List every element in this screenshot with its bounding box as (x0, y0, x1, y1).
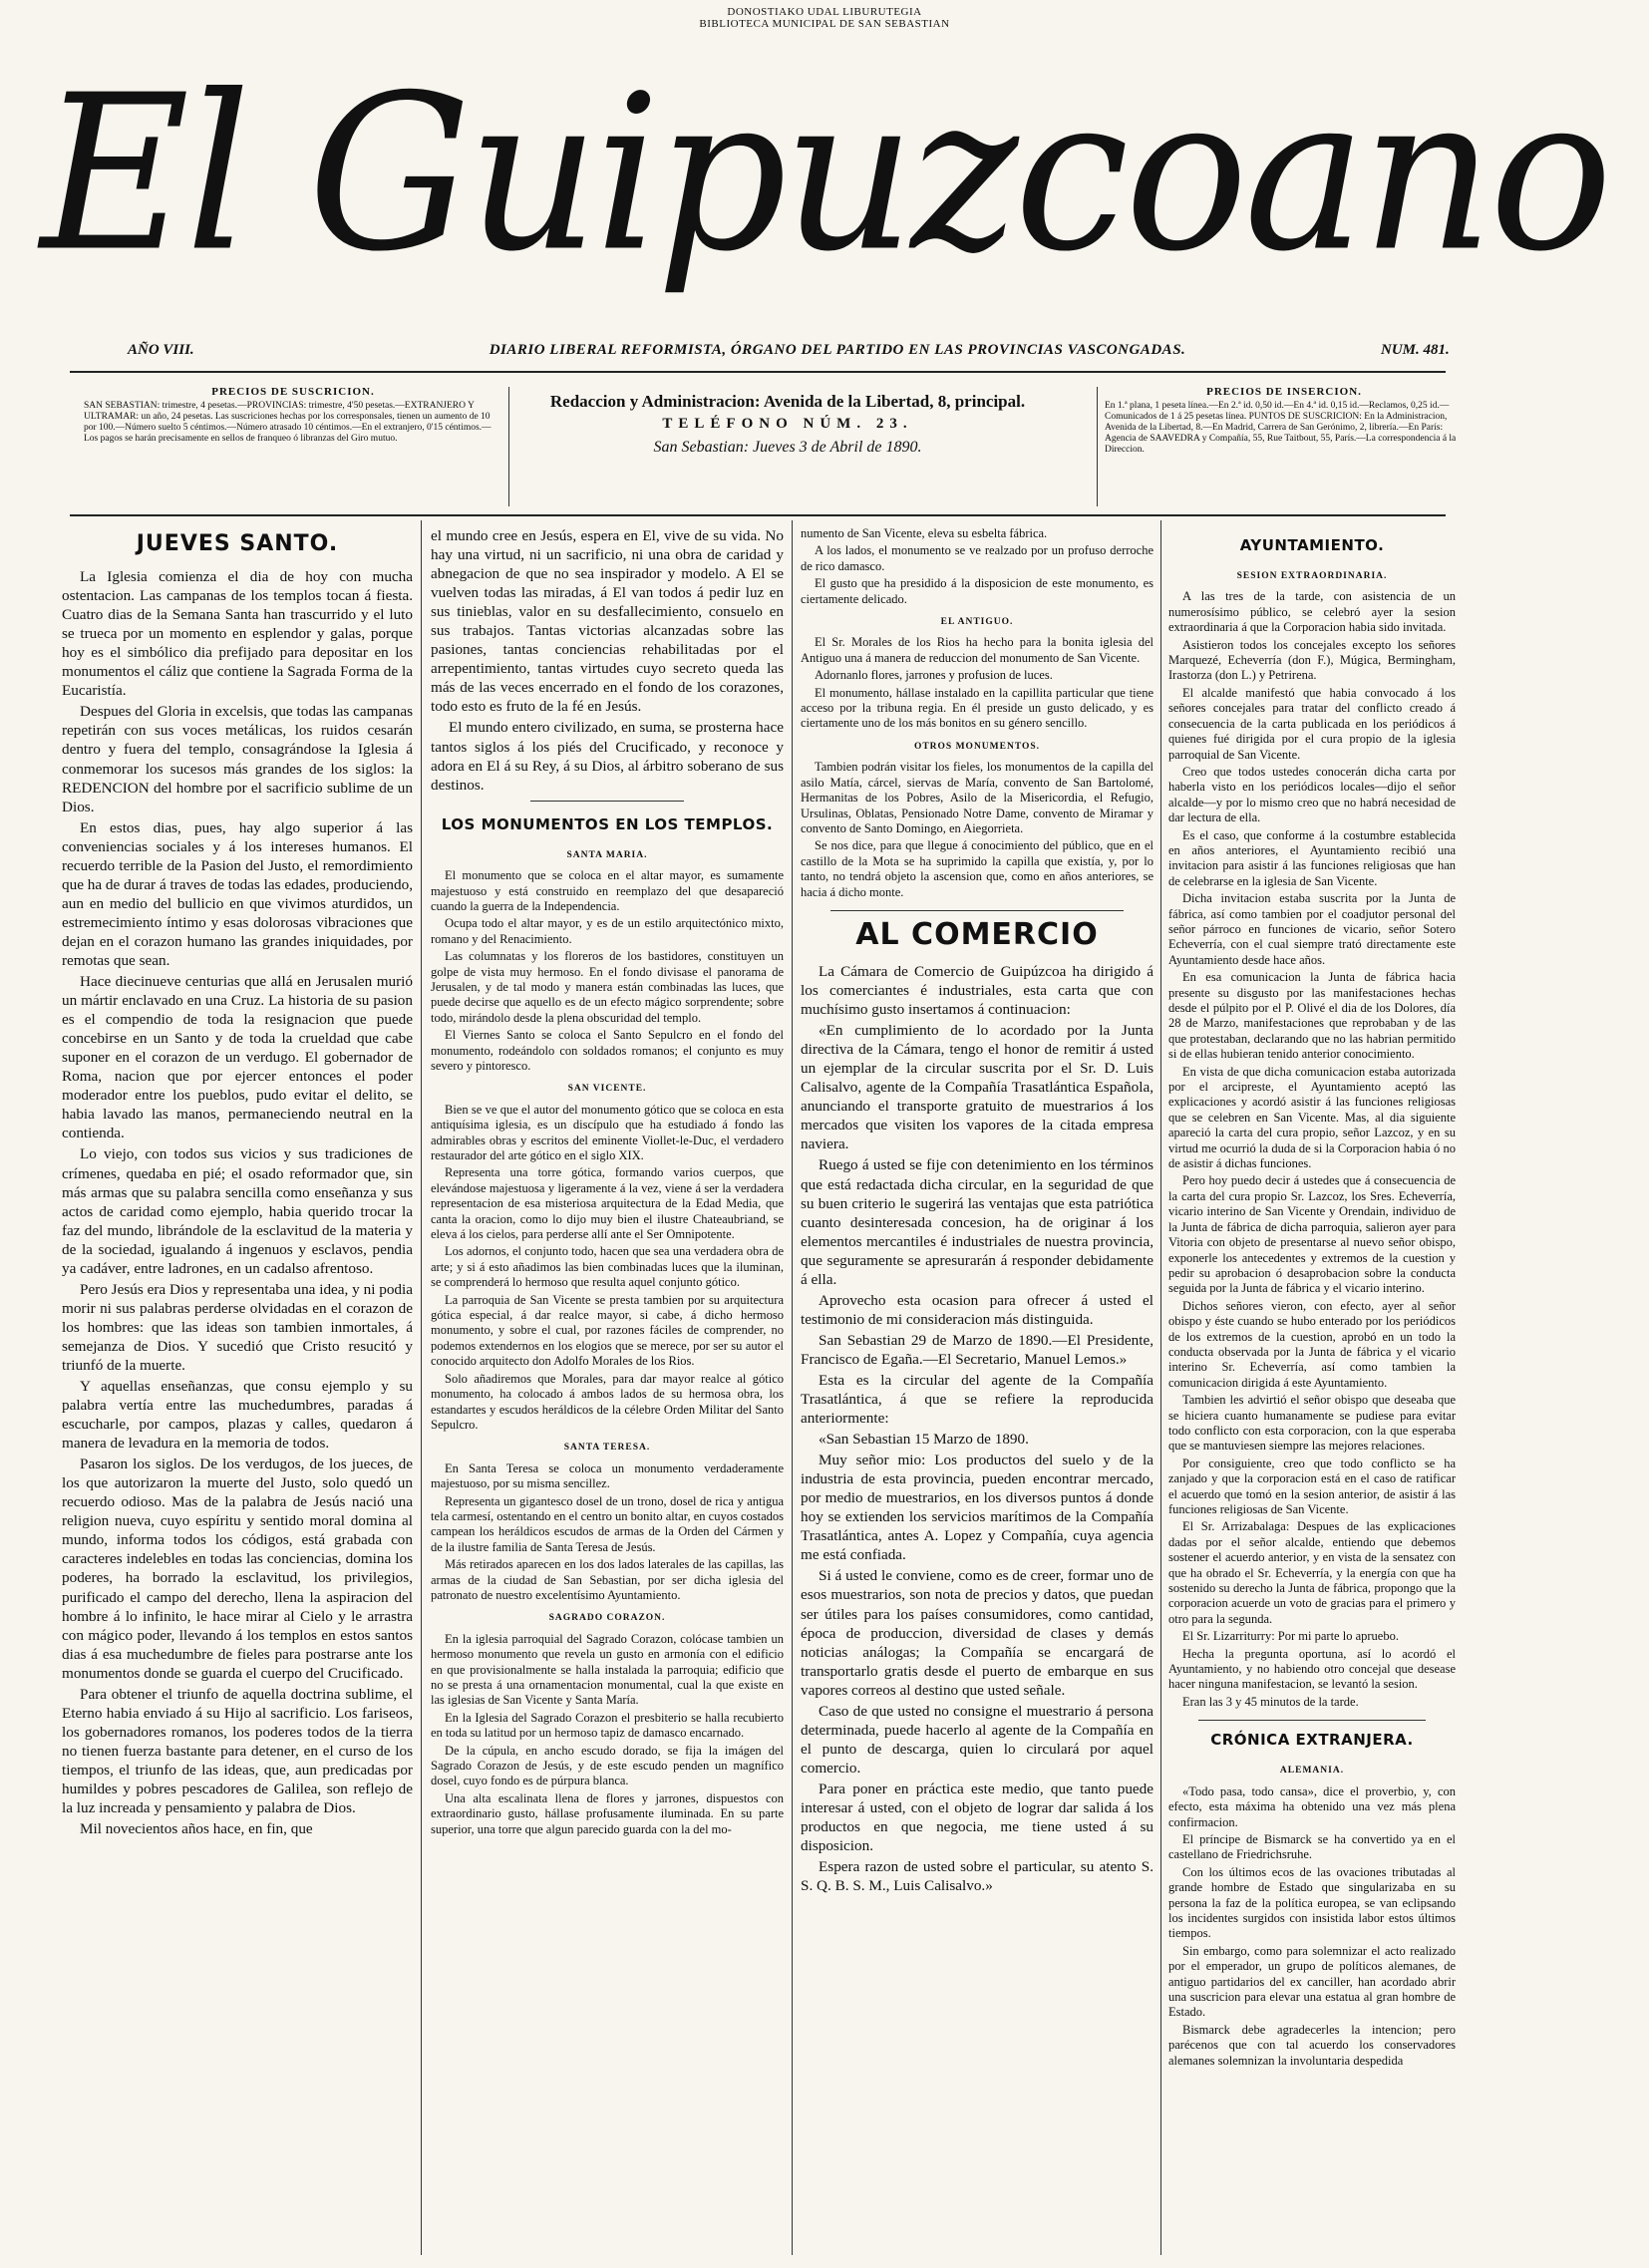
section-heading: SAGRADO CORAZON. (548, 1613, 666, 1624)
header-divider-2 (1097, 387, 1098, 506)
year-label: AÑO VIII. (128, 342, 194, 358)
paragraph: Con los últimos ecos de las ovaciones tributadas al grande hombre de Estado que singularizaba en su persona la faz de la política europea, se van eclipsando los incidentes surgidos con insistida labor estos últimos tiempos. (1168, 1864, 1456, 1941)
paragraph: Bismarck debe agradecerles la intencion; pero parécenos que con tal acuerdo los conservadores alemanes solemnizan la involuntaria despedida (1168, 2022, 1456, 2068)
paragraph: En vista de que dicha comunicacion estaba autorizada por el arcipreste, el Ayuntamiento aceptó las explicaciones y acordó asistir á las funciones religiosas que se celebren en San Vicente. Mas, al dia siguiente apareció la carta del cura propio, señor Lazcoz, y en su virtud me ocurrió la duda de si la Corporacion habia ó no de asistir á dichas funciones. (1168, 1064, 1456, 1171)
office-telephone: TELÉFONO NÚM. 23. (662, 416, 913, 432)
paragraph: Representa un gigantesco dosel de un trono, dosel de rica y antigua tela carmesí, ostentando en el centro un bonito altar, en cuyos costados campean los heráldicos escudos de armas de la Orden del Cármen y de la ilustre familia de Santa Teresa de Jesús. (431, 1493, 784, 1554)
article-title-monumentos: LOS MONUMENTOS EN LOS TEMPLOS. (441, 814, 774, 833)
paragraph: Creo que todos ustedes conocerán dicha carta por haberla visto en los periódicos locales—dijo el señor alcalde—y por lo mismo creo que no habrá necesidad de dar lectura de ella. (1168, 764, 1456, 825)
article-title-jueves-santo: JUEVES SANTO. (136, 531, 339, 556)
paragraph: Ruego á usted se fije con detenimiento en los términos que está redactada dicha circular, en la seguridad de que su buen criterio le sugerirá las ventajas que esta patriótica cuanto desinteresada concesion, ha de originar á los elementos mercantiles é industriales de nuestra provincia, que seguramente se apresurarán á responder debidamente á ella. (801, 1156, 1154, 1288)
column-4 (1168, 526, 1456, 2256)
tagline: DIARIO LIBERAL REFORMISTA, ÓRGANO DEL PARTIDO EN LAS PROVINCIAS VASCONGADAS. (489, 342, 1186, 358)
monumentos-continuation (801, 526, 1154, 900)
paragraph: Ocupa todo el altar mayor, y es de un estilo arquitectónico mixto, romano y del Renacimiento. (431, 916, 784, 946)
paragraph: En Santa Teresa se coloca un monumento verdaderamente majestuoso, por su misma sencillez. (431, 1460, 784, 1491)
paragraph: En esa comunicacion la Junta de fábrica hacia presente su disgusto por las manifestaciones hechas desde el púlpito por el P. Olivé el dia de los Dolores, día 28 de Marzo, manifestaciones que reprobaban y de las que protestaban, declarando que no las habrian permitido si de ellas hubieran tenido anterior conocimiento. (1168, 970, 1456, 1062)
paragraph: El alcalde manifestó que habia convocado á los señores concejales para tratar del conflicto creado á consecuencia de la carta publicada en los periódicos á quienes fué dirigida por el cura propio de la iglesia parroquial de San Vicente. (1168, 685, 1456, 762)
separator (530, 801, 684, 802)
paragraph: Eran las 3 y 45 minutos de la tarde. (1182, 1694, 1359, 1709)
paragraph: Tambien les advirtió el señor obispo que deseaba que se hiciera cuanto humanamente se pudiese para evitar todo conflicto con esta corporacion, con la que esperaba que se mantuviesen siempre las mejores relaciones. (1168, 1393, 1456, 1454)
subscription-text: SAN SEBASTIAN: trimestre, 4 pesetas.—PROVINCIAS: trimestre, 4'50 pesetas.—EXTRANJERO Y ULTRAMAR: un año, 24 pesetas. Las suscriciones hechas por los corresponsales, tienen un aumento de 10 por 100.—Número suelto 5 céntimos.—Número atrasado 10 céntimos.—En el extranjero, 0'15 céntimos.—Los pagos se harán precisamente en sellos de franqueo ó libranzas del Giro mutuo. (84, 401, 492, 444)
article-title-al-comercio: AL COMERCIO (855, 916, 1099, 952)
paragraph: Pero Jesús era Dios y representaba una idea, y ni podia morir ni sus palabras perderse olvidadas en el corazon de los hombres: que las ideas son tambien inmortales, á semejanza de Dios. Y sucedió que Cristo resucitó y triunfó de la muerte. (62, 1280, 413, 1374)
paragraph: San Sebastian 29 de Marzo de 1890.—El Presidente, Francisco de Egaña.—El Secretario, Manuel Lemos.» (801, 1331, 1154, 1368)
paragraph: La Cámara de Comercio de Guipúzcoa ha dirigido á los comerciantes é industriales, esta carta que con muchísimo gusto insertamos á continuacion: (801, 962, 1154, 1019)
paragraph: «San Sebastian 15 Marzo de 1890. (819, 1431, 1029, 1449)
header-rule-top (70, 371, 1446, 373)
paragraph: El monumento que se coloca en el altar mayor, es sumamente majestuoso y está construido en reemplazo del que desapareció cuando la guerra de la Independencia. (431, 868, 784, 913)
separator (1198, 1720, 1426, 1721)
library-stamp (0, 6, 1649, 30)
column-3 (801, 526, 1154, 2256)
column-2 (431, 526, 784, 2256)
paragraph: Bien se ve que el autor del monumento gótico que se coloca en esta antiquísima iglesia, es un discípulo que ha estudiado á fondo las admirables obras y escritos del eminente Viollet-le-Duc, el verdadero restaurador del arte gótico en el siglo XIX. (431, 1102, 784, 1163)
paragraph: El príncipe de Bismarck se ha convertido ya en el castellano de Friedrichsruhe. (1168, 1831, 1456, 1862)
paragraph: A los lados, el monumento se ve realzado por un profuso derroche de rico damasco. (801, 543, 1154, 573)
article-title-ayuntamiento: AYUNTAMIENTO. (1239, 536, 1385, 554)
section-heading: OTROS MONUMENTOS. (913, 741, 1041, 752)
paragraph: Muy señor mio: Los productos del suelo y de la industria de esta provincia, pueden encontrar mercado, por medio de muestrarios, en los diversos puntos á donde hoy se extienden los servicios marítimos de la Compañía Trasatlántica, antes A. Lopez y Compañía, cuya agencia me está confiada. (801, 1452, 1154, 1564)
paragraph: Los adornos, el conjunto todo, hacen que sea una verdadera obra de arte; y si á esto añadimos las bien combinadas luces que la iluminan, se comprenderá lo hermoso que resulta aquel conjunto gótico. (431, 1244, 784, 1290)
paragraph: Si á usted le conviene, como es de creer, formar uno de esos muestrarios, son nota de precios y datos, que puedan ser útiles para los países consumidores, como cantidad, época de produccion, diversidad de clases y demás noticias análogas; la Compañía se encargará de transportarlo gratis desde el puerto de embarque en sus vapores correos al destino que usted señale. (801, 1567, 1154, 1699)
insertion-heading: PRECIOS DE INSERCION. (1206, 387, 1362, 398)
paragraph: El Sr. Arrizabalaga: Despues de las explicaciones dadas por el señor alcalde, entiendo que debemos sostener el acuerdo anterior, y en vista de la sensatez con que ha obrado el Sr. Echeverría, y la energía con que ha sostenido su derecho la Junta de fábrica, propongo que la corporacion acuerde un voto de gracias para el primero y otro para la segunda. (1168, 1519, 1456, 1626)
column-divider-3 (1160, 520, 1161, 2255)
paragraph: El Sr. Morales de los Rios ha hecho para la bonita iglesia del Antiguo una á manera de reduccion del monumento de San Vicente. (801, 635, 1154, 665)
paragraph: Más retirados aparecen en los dos lados laterales de las capillas, las armas de la ciudad de San Sebastian, por ser dicha iglesia del patronato de nuestro excelentísimo Ayuntamiento. (431, 1557, 784, 1602)
column-1 (62, 526, 413, 2256)
paragraph: Adornanlo flores, jarrones y profusion de luces. (815, 668, 1053, 683)
insertion-box (1105, 387, 1464, 510)
library-line-1: DONOSTIAKO UDAL LIBURUTEGIA (727, 6, 922, 18)
library-line-2: BIBLIOTECA MUNICIPAL DE SAN SEBASTIAN (699, 18, 950, 30)
subscription-box (84, 387, 502, 510)
ayuntamiento-body (1168, 569, 1456, 1710)
paragraph: Espera razon de usted sobre el particular, su atento S. S. Q. B. S. M., Luis Calisalvo.» (801, 1858, 1154, 1895)
issue-number: NUM. 481. (1381, 342, 1450, 358)
paragraph: Por consiguiente, creo que todo conflicto se ha zanjado y que la corporacion está en el caso de ratificar el acuerdo que tomó en la sesion anterior, de asistir á las funciones religiosas de San Vicente. (1168, 1456, 1456, 1517)
paragraph: Asistieron todos los concejales excepto los señores Marquezé, Echeverría (don F.), Múgica, Bermingham, Irastorza (don L.) y Petrirena. (1168, 637, 1456, 683)
cronica-body (1168, 1764, 1456, 2069)
paragraph: Hecha la pregunta oportuna, así lo acordó el Ayuntamiento, y no habiendo otro concejal que desease hacer ninguna manifestacion, se levantó la sesion. (1168, 1646, 1456, 1692)
paragraph: Esta es la circular del agente de la Compañía Trasatlántica, á que se refiere la reproducida anteriormente: (801, 1371, 1154, 1428)
paragraph: El gusto que ha presidido á la disposicion de este monumento, es ciertamente delicado. (801, 576, 1154, 606)
paragraph: La Iglesia comienza el dia de hoy con mucha ostentacion. Las campanas de los templos tocan á fiesta. Cuatro dias de la Semana Santa han trascurrido y el luto se trueca por un momento en esplendor y galas, porque hoy es el simbólico dia prefijado para depositar en los monumentos el cáliz que contiene la Sagrada Forma de la Eucaristía. (62, 568, 413, 700)
section-heading: SANTA MARIA. (566, 849, 648, 860)
paragraph: Despues del Gloria in excelsis, que todas las campanas repetirán con sus voces metálicas, los ruidos cesarán dentro y fuera del templo, consagrándose la Iglesia á conmemorar los sucesos más grandes de los siglos: la REDENCION del hombre por el sacrificio sublime de un Dios. (62, 703, 413, 815)
paragraph: Para obtener el triunfo de aquella doctrina sublime, el Eterno habia enviado á su Hijo al sacrificio. Los fariseos, los gobernadores romanos, los poderes todos de la tierra no tienen fuerza bastante para detener, en el curso de los tiempos, el triunfo de las ideas, que, aun predicadas por humildes y pobres pescadores de Galilea, son reflejo de la luz increada y pensamiento y palabra de Dios. (62, 1685, 413, 1817)
paragraph: Dicha invitacion estaba suscrita por la Junta de fábrica, así como tambien por el coadjutor personal del señor párroco en funciones de vicario, señor Sotero Echeverría, con el cual siempre trató directamente este Ayuntamiento desde hace años. (1168, 891, 1456, 967)
paragraph: Solo añadiremos que Morales, para dar mayor realce al gótico monumento, ha colocado á ambos lados de su hermosa obra, los estandartes y escudos heráldicos de la célebre Orden Militar del Santo Sepulcro. (431, 1371, 784, 1432)
paragraph: A las tres de la tarde, con asistencia de un numerosísimo público, se celebró ayer la sesion extraordinaria á que la Corporacion habia sido invitada. (1168, 589, 1456, 635)
subscription-heading: PRECIOS DE SUSCRICION. (211, 387, 375, 398)
paragraph: el mundo cree en Jesús, espera en El, vive de su vida. No hay una virtud, ni un sacrificio, ni una obra de caridad y abnegacion de que no sea inspirador y modelo. A El se vuelven todas las miradas, á El van todos á pedir luz en sus tinieblas, valor en su desfallecimiento, consuelo en sus trabajos. Tantas victorias alcanzadas sobre las pasiones, tantas conciencias rehabilitadas por el arrepentimiento, tantas virtudes cuyo secreto queda las más de las veces encerrado en el fondo de los corazones, todo esto es fruto de la fé en Jesús. (431, 527, 784, 716)
paragraph: En la Iglesia del Sagrado Corazon el presbiterio se halla recubierto en toda su latitud por un hermoso tapiz de damasco encarnado. (431, 1710, 784, 1741)
paragraph: Hace diecinueve centurias que allá en Jerusalen murió un mártir enclavado en una Cruz. La historia de su pasion es el compendio de toda la resignacion que puede concebirse en un Santo y de toda la crueldad que cabe suponer en el corazon de un verdugo. El gobernador de Roma, nacion que por ejercer entonces el poder moderador entre los pueblos, pudo evitar el delito, se habia lavado las manos, permaneciendo neutral en la contienda. (62, 973, 413, 1142)
paragraph: Pero hoy puedo decir á ustedes que á consecuencia de la carta del cura propio Sr. Lazcoz, los Sres. Echeverría, vicario interino de San Vicente y Orendain, individuo de la Junta de fábrica de dicha parroquia, salieron ayer para Vitoria con objeto de presentarse al nuevo señor obispo, exponerle los antecedentes y extremos de la cuestion y pedir su aprobacion ó desaprobacion sobre la conducta seguida por la Junta de fábrica y el vicario interino. (1168, 1173, 1456, 1296)
paragraph: La parroquia de San Vicente se presta tambien por su arquitectura gótica especial, á dar realce mayor, si cabe, á dicho hermoso monumento, y sobre el cual, por razones fáciles de comprender, no podemos extendernos en los elogios que se merece, por ser su autor el conocido arquitecto don Adolfo Morales de los Rios. (431, 1292, 784, 1369)
article-title-cronica: CRÓNICA EXTRANJERA. (1210, 1731, 1414, 1750)
paragraph: Aprovecho esta ocasion para ofrecer á usted el testimonio de mi consideracion más distinguida. (801, 1291, 1154, 1328)
paragraph: «En cumplimiento de lo acordado por la Junta directiva de la Cámara, tengo el honor de remitir á usted un ejemplar de la circular suscrita por el Sr. D. Luis Calisalvo, agente de la Compañía Trasatlántica Española, anunciando el transporte gratuito de muestrarios á los mercados que visiten los vapores de la citada empresa naviera. (801, 1022, 1154, 1153)
insertion-text: En 1.ª plana, 1 peseta línea.—En 2.ª id. 0,50 id.—En 4.ª id. 0,15 id.—Reclamos, 0,25 id.—Comunicados de 1 á 25 pesetas línea. PUNTOS DE SUSCRICION: En la Administracion, Avenida de la Libertad, 8.—En Madrid, Carrera de San Gerónimo, 2, librería.—En París: Agencia de SAAVEDRA y Compañía, 55, Rue Taitbout, 55, París.—La correspondencia á la Direccion. (1105, 401, 1457, 455)
paragraph: Dichos señores vieron, con efecto, ayer al señor obispo y éste cuando se hubo enterado por los periódicos de los extremos de la cuestion, aprobó en un todo la conducta observada por la Junta de fábrica y el vicario interino Sr. Echeverría, así como tambien la comunicacion dirigida á este Ayuntamiento. (1168, 1298, 1456, 1390)
office-box (498, 391, 1077, 461)
section-heading: SAN VICENTE. (567, 1084, 647, 1095)
paragraph: Sin embargo, como para solemnizar el acto realizado por el emperador, un grupo de políticos alemanes, de antiguo partidarios del ex canciller, han acordado abrir una suscricion para elevar una estatua al gran hombre de Estado. (1168, 1943, 1456, 2020)
paragraph: Caso de que usted no consigne el muestrario á persona determinada, puede hacerlo al agente de la Compañía en el punto de descarga, quien lo circulará por aquel comercio. (801, 1702, 1154, 1777)
paragraph: Mil novecientos años hace, en fin, que (80, 1820, 313, 1838)
masthead-title: El Guipuzcoano (40, 50, 1609, 299)
paragraph: Y aquellas enseñanzas, que consu ejemplo y su palabra vertía entre las muchedumbres, paradas á escucharle, por campos, plazas y calles, quedaron á manera de levadura en la memoria de todos. (62, 1378, 413, 1453)
column-divider-2 (792, 520, 793, 2255)
dateline: San Sebastian: Jueves 3 de Abril de 1890. (653, 439, 922, 456)
paragraph: El Sr. Lizarriturry: Por mi parte lo apruebo. (1182, 1629, 1399, 1644)
paragraph: De la cúpula, en ancho escudo dorado, se fija la imágen del Sagrado Corazon de Jesús, y de este escudo penden un magnífico dosel, cuyo fondo es de púrpura blanca. (431, 1743, 784, 1788)
paragraph: En la iglesia parroquial del Sagrado Corazon, colócase tambien un hermoso monumento que revela un gusto en armonía con el edificio en que provisionalmente se halla instalada la parroquia; edificio que no se presta á una ornamentacion monumental, cual la que existe en las iglesias de San Vicente y Santa María. (431, 1631, 784, 1708)
separator (830, 910, 1124, 911)
office-address: Redaccion y Administracion: Avenida de la Libertad, 8, principal. (549, 392, 1026, 411)
paragraph: Representa una torre gótica, formando varios cuerpos, que elevándose majestuosa y ligeramente á la vez, viene á ser la verdadera representacion de esa misteriosa arquitectura de la Edad Media, que canta la oracion, como lo dijo muy bien el ilustre Chateaubriand, se eleva á los cielos, para perderse allí ante el Ser Omnipotente. (431, 1165, 784, 1242)
paragraph: El mundo entero civilizado, en suma, se prosterna hace tantos siglos á los piés del Crucificado, y reconoce y adora en El á su Rey, á su Dios, al árbitro soberano de sus destinos. (431, 719, 784, 794)
paragraph: Tambien podrán visitar los fieles, los monumentos de la capilla del asilo Matía, cárcel, siervas de María, convento de San Bartolomé, Hermanitas de los Pobres, Asilo de la Misericordia, el Refugio, Ursulinas, Oblatas, Pensionado Notre Dame, convento de Miramar y convento de Santo Domingo, en Aiegorrieta. (801, 760, 1154, 835)
monumentos-body (431, 848, 784, 1837)
section-heading: EL ANTIGUO. (940, 617, 1014, 628)
paragraph: numento de San Vicente, eleva su esbelta fábrica. (801, 526, 1048, 540)
paragraph: El monumento, hállase instalado en la capillita particular que tiene acceso por la tribuna regia. En él preside un gusto delicado, y es ciertamente uno de los más bonitos en su género sencillo. (801, 685, 1154, 731)
paragraph: Se nos dice, para que llegue á conocimiento del público, que en el castillo de la Mota se ha suprimido la capilla que existía, y, por lo tanto, no tendrá objeto la ascension que, como en años anteriores, se hacia á dicho monte. (801, 838, 1154, 899)
paragraph: Para poner en práctica este medio, que tanto puede interesar á usted, con el objeto de lograr dar salida á los productos en que negocia, me tiene usted á su disposicion. (801, 1780, 1154, 1855)
header-rule-bottom (70, 514, 1446, 516)
paragraph: En estos dias, pues, hay algo superior á las conveniencias sociales y á los intereses humanos. El recuerdo terrible de la Pasion del Justo, el remordimiento que ha de durar á traves de todas las edades, produciendo, aun en medio del bullicio en que vivimos aturdidos, un estremecimiento íntimo y esas dolorosas vibraciones que dejan en el corazon humano las grandes iniquidades, por remotas que sean. (62, 818, 413, 969)
paragraph: «Todo pasa, todo cansa», dice el proverbio, y, con efecto, esta máxima ha obtenido una vez más plena confirmacion. (1168, 1783, 1456, 1829)
paragraph: Es el caso, que conforme á la costumbre establecida en años anteriores, el Ayuntamiento recibió una invitacion para asistir á las funciones religiosas que han de celebrarse en la iglesia de San Vicente. (1168, 827, 1456, 888)
section-heading: SANTA TERESA. (563, 1443, 651, 1454)
section-heading: SESION EXTRAORDINARIA. (1236, 571, 1388, 582)
paragraph: Las columnatas y los floreros de los bastidores, constituyen un golpe de vista muy hermoso. En el fondo divisase el panorama de Jerusalen, y de tal modo y manera están combinadas las luces, que puede decirse que aquello es de un efecto mágico sorprendente; sobre todo, mirándolo desde la plena obscuridad del templo. (431, 949, 784, 1025)
column-divider-1 (421, 520, 422, 2255)
paragraph: Lo viejo, con todos sus vicios y sus tradiciones de crímenes, quedaba en pié; el osado reformador que, sin más armas que su palabra sencilla como enseñanza y sus actos de caridad como ejemplo, habia querido trocar la faz del mundo, librándole de la esclavitud de la materia y de la sociedad, igualando á ingenuos y esclavos, pendia ya cadáver, entre ladrones, en un cadalso afrentoso. (62, 1145, 413, 1277)
paragraph: Una alta escalinata llena de flores y jarrones, dispuestos con extraordinario gusto, hállase profusamente iluminada. En su parte superior, una torre que algun parecido guarda con la del mo- (431, 1790, 784, 1836)
paragraph: El Viernes Santo se coloca el Santo Sepulcro en el fondo del monumento, rodeándolo con soldados romanos; el conjunto es muy severo y pintoresco. (431, 1028, 784, 1073)
section-heading: ALEMANIA. (1279, 1766, 1345, 1777)
paragraph: Pasaron los siglos. De los verdugos, de los jueces, de los que autorizaron la muerte del Justo, solo quedó un recuerdo odioso. Mas de la palabra de Jesús nació una religion nueva, cuyo espíritu y sentido moral domina al mundo, informa todos los códigos, está grabada con caracteres indelebles en todas las conciencias, domina los poderes, ha borrado la esclavitud, los privilegios, purificado el campo del derecho, llena la aspiracion del hombre á lo infinito, le hace mirar al Cielo y le arrastra con mágico poder, llevando á los templos en estos santos dias á esa muchedumbre de fieles para postrarse ante los monumentos donde se guarda el cuerpo del Crucificado. (62, 1456, 413, 1682)
